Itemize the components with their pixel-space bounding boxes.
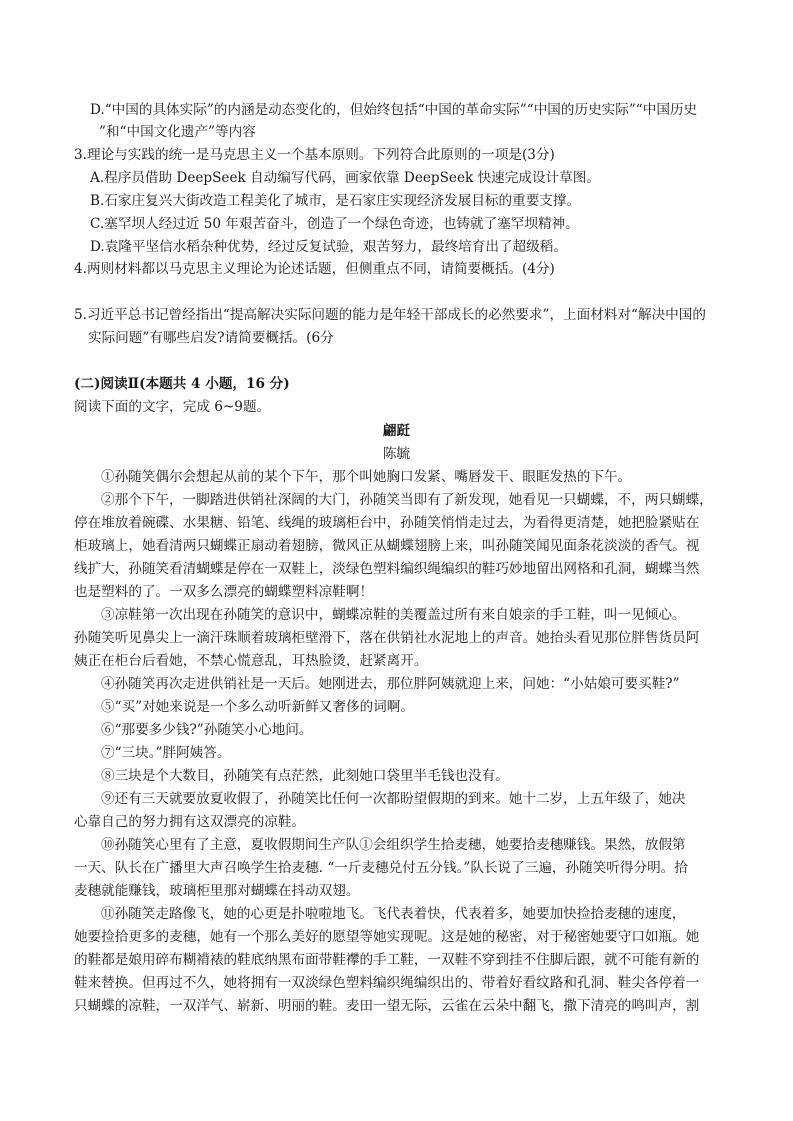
paragraph-6: ⑥“那要多少钱?”孙随笑小心地问。 [101,722,313,738]
option-d: D.袁隆平坚信水稻杂种优势，经过反复试验，艰苦努力，最终培育出了超级稻。 [90,239,567,255]
option-a: A.程序员借助 DeepSeek 自动编写代码，画家依靠 DeepSeek 快速完成设计草图。 [90,170,600,186]
paragraph-3-line-2: 孙随笑听见鼻尖上一滴汗珠顺着玻璃柜壁滑下，落在供销社水泥地上的声音。她抬头看见那位胖售货员阿 [74,630,700,646]
paragraph-10-line-3: 麦穗就能赚钱，玻璃柜里那对蝴蝶在抖动双翅。 [74,883,360,899]
option-c: C.塞罕坝人经过近 50 年艰苦奋斗，创造了一个绿色奇迹，也铸就了塞罕坝精神。 [90,216,579,232]
paragraph-3-line-3: 姨正在柜台后看她，不禁心慌意乱，耳热脸烫，赶紧离开。 [74,653,428,669]
paragraph-7: ⑦“三块。”胖阿姨答。 [101,745,231,761]
paragraph-2-line-4: 线扩大，孙随笑看清蝴蝶是停在一双鞋上，淡绿色塑料编织绳编织的鞋巧妙地留出网格和孔洞，蝴蝶当然 [74,561,700,577]
paragraph-10-line-2: 一天、队长在广播里大声召唤学生拾麦穗. “一斤麦穗兑付五分钱。”队长说了三遍，孙随笑听得分明。拾 [74,860,688,876]
option-d-line-2: ”和“中国文化遗产”等内容 [99,124,256,140]
paragraph-9-line-2: 心靠自己的努力拥有这双漂亮的凉鞋。 [74,814,306,830]
paragraph-1: ①孙随笑偶尔会想起从前的某个下午，那个叫她胸口发紧、嘴唇发干、眼眶发热的下午。 [101,469,632,485]
paragraph-2-line-5: 也是塑料的了。一双多么漂亮的蝴蝶塑料凉鞋啊！ [74,584,374,600]
question-5-line-1: 5.习近平总书记曾经指出“提高解决实际问题的能力是年轻干部成长的必然要求”，上面材料对“解决中国的 [74,307,706,323]
paragraph-11-line-4: 鞋来替换。但再过不久，她将拥有一双淡绿色塑料编织绳编织出的、带着好看纹路和孔洞、鞋尖各停着一 [74,975,700,991]
section-instruction: 阅读下面的文字，完成 6~9题。 [74,399,271,415]
paragraph-11-line-3: 的鞋都是娘用碎布糊褙裱的鞋底纳黑布面带鞋襻的手工鞋，一双鞋不穿到挂不住脚后跟，就不可能有新的 [74,952,700,968]
paragraph-11-line-5: 只蝴蝶的凉鞋，一双洋气、崭新、明丽的鞋。麦田一望无际，云雀在云朵中翻飞，撒下清亮的鸣叫声，割 [74,998,700,1014]
article-author: 陈毓 [382,446,411,462]
paragraph-5: ⑤“买”对她来说是一个多么动听新鲜又奢侈的词啊。 [101,699,414,715]
option-d-line-1: D.“中国的具体实际”的内涵是动态变化的，但始终包括“中国的革命实际”“中国的历史实际”“中国历史 [90,102,698,118]
paragraph-11-line-2: 她要捡拾更多的麦穗，她有一个那么美好的愿望等她实现呢。这是她的秘密，对于秘密她要守口如瓶。她 [74,929,700,945]
paragraph-2-line-1: ②那个下午，一脚踏进供销社深阔的大门，孙随笑当即有了新发现，她看见一只蝴蝶，不，两只蝴蝶， [101,492,713,508]
section-heading: (二)阅读Ⅱ(本题共 4 小题，16 分) [74,376,290,392]
paragraph-3-line-1: ③凉鞋第一次出现在孙随笑的意识中，蝴蝶凉鞋的美覆盖过所有来自娘亲的手工鞋，叫一见倾心。 [101,607,686,623]
question-5-line-2: 实际问题”有哪些启发?请简要概括。(6分 [88,330,334,346]
paragraph-2-line-2: 停在堆放着碗碟、水果糖、铅笔、线绳的玻璃柜台中，孙随笑悄悄走过去，为看得更清楚，她把脸紧贴在 [74,515,700,531]
paragraph-4: ④孙随笑再次走进供销社是一天后。她刚进去，那位胖阿姨就迎上来，问她：“小姑娘可要买鞋?” [101,676,680,692]
paragraph-11-line-1: ⑪孙随笑走路像飞，她的心更是扑啦啦地飞。飞代表着快，代表着多，她要加快捡拾麦穗的速度， [101,906,686,922]
paragraph-10-line-1: ⑩孙随笑心里有了主意，夏收假期间生产队①会组织学生拾麦穗，她要拾麦穗赚钱。果然，放假第 [101,837,686,853]
paragraph-2-line-3: 柜玻璃上，她看清两只蝴蝶正扇动着翅膀，微风正从蝴蝶翅膀上来，叫孙随笑闻见面条花淡淡的香气。视 [74,538,700,554]
paragraph-8: ⑧三块是个大数目，孙随笑有点茫然，此刻她口袋里半毛钱也没有。 [101,768,509,784]
paragraph-9-line-1: ⑨还有三天就要放夏收假了，孙随笑比任何一次都盼望假期的到来。她十二岁，上五年级了，她决 [101,791,686,807]
option-b: B.石家庄复兴大街改造工程美化了城市，是石家庄实现经济发展目标的重要支撑。 [90,193,581,209]
question-4: 4.两则材料都以马克思主义理论为论述话题，但侧重点不同，请简要概括。(4分) [74,261,555,277]
question-3: 3.理论与实践的统一是马克思主义一个基本原则。下列符合此原则的一项是(3分) [74,147,555,163]
article-title: 翩跹 [382,423,411,439]
